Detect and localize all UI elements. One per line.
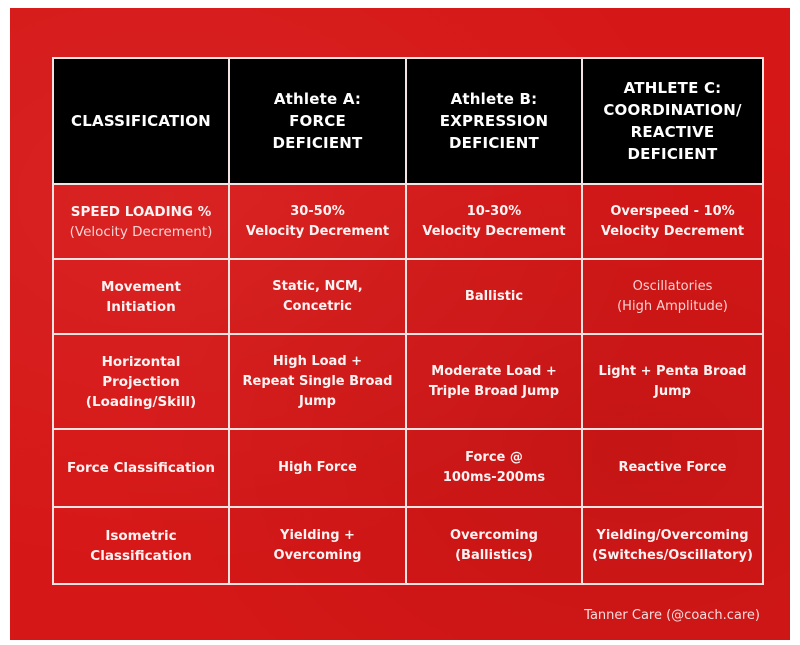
cell-line: Velocity Decrement xyxy=(245,223,390,239)
cell-line: Yielding/Overcoming xyxy=(596,527,749,543)
row-label xyxy=(53,184,229,259)
cell-line: Overcoming xyxy=(273,547,362,563)
cell-line: Overcoming xyxy=(450,527,538,543)
cell-line: Force @ xyxy=(465,450,523,465)
cell-line: Isometric xyxy=(105,527,177,544)
row-label xyxy=(53,507,229,584)
header-text: COORDINATION/ xyxy=(603,101,742,119)
cell-line: 10-30% xyxy=(466,203,522,219)
cell-line: (Loading/Skill) xyxy=(85,393,197,410)
header-row xyxy=(53,58,763,184)
cell-line: SPEED LOADING % xyxy=(70,203,212,220)
cell-line: 30-50% xyxy=(290,203,345,219)
cell-subline: (High Amplitude) xyxy=(617,298,728,314)
cell-athlete-c xyxy=(582,429,763,507)
cell-subline: Oscillatories xyxy=(632,278,713,294)
table-row-force-classification xyxy=(53,429,763,507)
header-athlete-a xyxy=(229,58,406,184)
header-text: REACTIVE xyxy=(630,123,715,141)
table-row-isometric-classification xyxy=(53,507,763,584)
cell-line: Horizontal xyxy=(101,353,181,370)
cell-athlete-b xyxy=(406,259,582,334)
table-row-movement-initiation xyxy=(53,259,763,334)
infographic-card xyxy=(10,8,790,640)
table-row-horizontal-projection xyxy=(53,334,763,429)
cell-line: Overspeed - 10% xyxy=(610,203,735,219)
cell-line: Static, NCM, xyxy=(272,278,363,294)
cell-line: High Load + xyxy=(272,353,363,369)
classification-table xyxy=(52,57,764,585)
cell-athlete-c xyxy=(582,334,763,429)
cell-line: Velocity Decrement xyxy=(422,223,566,239)
cell-line: Repeat Single Broad xyxy=(242,373,393,389)
author-credit: Tanner Care (@coach.care) xyxy=(584,608,760,623)
cell-line: Concetric xyxy=(282,298,353,314)
header-athlete-b xyxy=(406,58,582,184)
header-text: ATHLETE C: xyxy=(623,79,722,97)
cell-athlete-c xyxy=(582,507,763,584)
cell-athlete-c xyxy=(582,259,763,334)
cell-athlete-b xyxy=(406,184,582,259)
cell-line: Light + Penta Broad xyxy=(598,363,747,379)
row-label xyxy=(53,334,229,429)
cell-line: Triple Broad Jump xyxy=(428,383,560,399)
cell-line: Projection xyxy=(102,373,180,390)
cell-athlete-b xyxy=(406,507,582,584)
cell-subline: (Velocity Decrement) xyxy=(69,223,213,240)
cell-line: Yielding + xyxy=(280,527,355,543)
row-label xyxy=(53,429,229,507)
cell-athlete-a xyxy=(229,259,406,334)
header-athlete-c xyxy=(582,58,763,184)
row-label xyxy=(53,259,229,334)
cell-line: High Force xyxy=(278,460,357,475)
cell-line: (Ballistics) xyxy=(455,547,533,563)
table-row-speed-loading xyxy=(53,184,763,259)
cell-athlete-c xyxy=(582,184,763,259)
cell-line: Force Classification xyxy=(67,460,215,476)
cell-athlete-a xyxy=(229,507,406,584)
cell-athlete-a xyxy=(229,429,406,507)
header-text: CLASSIFICATION xyxy=(71,112,211,130)
cell-line: Classification xyxy=(90,547,192,564)
cell-line: Jump xyxy=(654,383,691,399)
cell-athlete-b xyxy=(406,429,582,507)
cell-line: Initiation xyxy=(106,298,176,315)
header-text: DEFICIENT xyxy=(627,145,718,163)
cell-line: (Switches/Oscillatory) xyxy=(592,547,753,563)
header-text: Athlete B: xyxy=(450,90,538,108)
header-text: DEFICIENT xyxy=(449,134,539,152)
cell-athlete-a xyxy=(229,184,406,259)
cell-line: Moderate Load + xyxy=(431,363,557,379)
cell-athlete-b xyxy=(406,334,582,429)
cell-line: Ballistic xyxy=(464,288,524,304)
header-text: Athlete A: xyxy=(273,90,362,108)
header-text: DEFICIENT xyxy=(272,134,363,152)
cell-line: Velocity Decrement xyxy=(600,223,745,239)
header-classification xyxy=(53,58,229,184)
cell-line: 100ms-200ms xyxy=(442,470,546,485)
cell-line: Reactive Force xyxy=(618,460,727,475)
header-text: FORCE xyxy=(289,112,346,130)
cell-line: Jump xyxy=(299,393,336,409)
header-text: EXPRESSION xyxy=(439,112,549,130)
cell-line: Movement xyxy=(101,278,181,295)
cell-athlete-a xyxy=(229,334,406,429)
